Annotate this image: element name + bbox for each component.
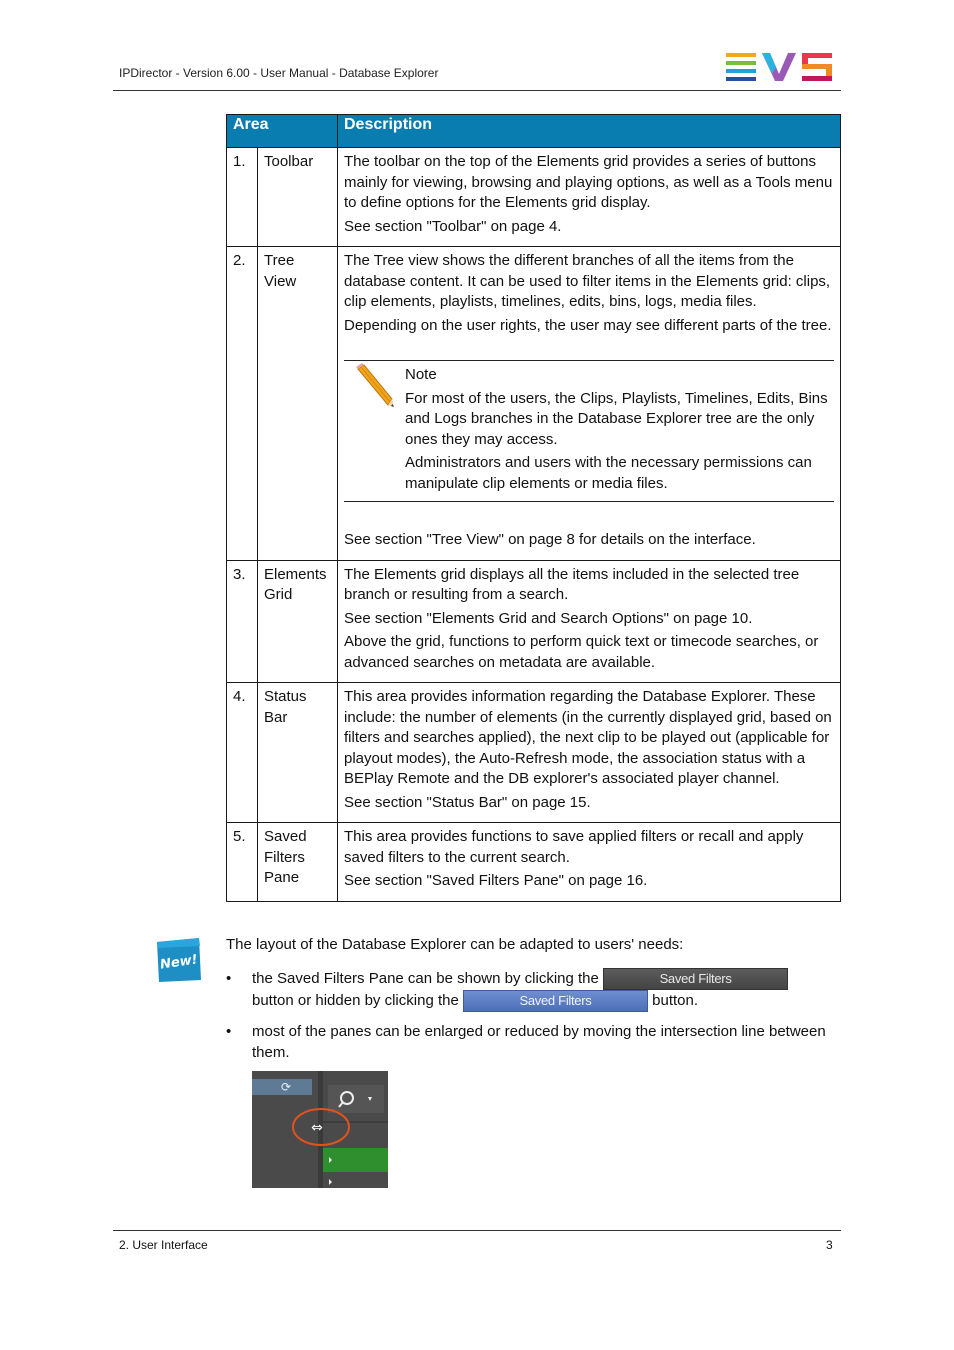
row-description xyxy=(338,247,841,561)
refresh-icon: ⟳ xyxy=(280,1080,292,1094)
row-area xyxy=(258,247,338,561)
desc-paragraph: Depending on the user rights, the user may see different parts of the tree. xyxy=(344,316,832,334)
note-title: Note xyxy=(405,366,437,383)
col-area-header: Area xyxy=(227,115,338,148)
area-line: Bar xyxy=(264,708,288,726)
table-header-row xyxy=(227,115,841,148)
row-description xyxy=(338,823,841,902)
row-number: 3. xyxy=(227,560,258,683)
cross-reference: See section "Elements Grid and Search Options" on page 10. xyxy=(344,609,753,627)
row-area xyxy=(258,683,338,823)
area-line: View xyxy=(264,272,297,290)
note-text: For most of the users, the Clips, Playlists, Timelines, Edits, Bins and Logs branches in the Database Explorer tree are the only ones they may access. xyxy=(405,389,828,448)
resize-cursor-icon: ⇔ xyxy=(311,1120,323,1136)
bullet-text: button or hidden by clicking the xyxy=(252,992,459,1010)
row-number: 5. xyxy=(227,823,258,902)
running-header: IPDirector - Version 6.00 - User Manual - Database Explorer xyxy=(119,66,439,80)
area-line: Filters xyxy=(264,848,305,866)
areas-table xyxy=(226,114,841,902)
cross-reference: See section "Saved Filters Pane" on page 16. xyxy=(344,872,648,889)
desc-paragraph: The Elements grid displays all the items included in the selected tree branch or resulting from a search. xyxy=(344,565,800,603)
table-row xyxy=(227,148,841,247)
list-item: • the Saved Filters Pane can be shown by clicking the Saved Filters button or hidden by clicking the Saved Filters button. xyxy=(252,968,842,1012)
row-description xyxy=(338,683,841,823)
bullet-text: the Saved Filters Pane can be shown by clicking the xyxy=(252,970,599,987)
cross-reference: See section "Tree View" on page 8 for details on the interface. xyxy=(344,531,756,548)
evs-logo xyxy=(726,52,834,82)
search-box xyxy=(328,1085,384,1113)
page-number: 3 xyxy=(826,1238,833,1252)
footer-rule xyxy=(113,1230,841,1231)
note-text: Administrators and users with the necessary permissions can manipulate clip elements or media files. xyxy=(405,454,812,492)
cross-reference: See section "Status Bar" on page 15. xyxy=(344,793,591,811)
layout-intro: The layout of the Database Explorer can be adapted to users' needs: xyxy=(226,936,684,953)
bullet-text: button. xyxy=(652,992,699,1010)
screenshot-graphic xyxy=(252,1071,388,1188)
desc-paragraph: This area provides information regarding the Database Explorer. These include: the number of elements (in the currently displayed grid, based on filters and searches applied), the next clip to be played out (applicable for playout modes), the Auto-Refresh mode, the association status with a BEPlay Remote and the DB explorer's associated player channel. xyxy=(344,688,832,787)
table-row xyxy=(227,823,841,902)
list-item: • most of the panes can be enlarged or reduced by moving the intersection line between them. xyxy=(226,1023,826,1061)
area-line: Saved xyxy=(264,828,307,845)
table-row xyxy=(227,560,841,683)
row-number: 4. xyxy=(227,683,258,823)
row-number: 2. xyxy=(227,247,258,561)
area-line: Pane xyxy=(264,869,300,886)
cross-reference: See section "Toolbar" on page 4. xyxy=(344,217,562,235)
note-box xyxy=(344,360,834,502)
area-line: Status xyxy=(264,688,307,705)
table-row xyxy=(227,683,841,823)
selected-row xyxy=(323,1148,388,1172)
desc-paragraph: This area provides functions to save applied filters or recall and apply saved filters to the current search. xyxy=(344,828,804,866)
area-line: Grid xyxy=(264,586,293,603)
row-number: 1. xyxy=(227,148,258,247)
desc-paragraph: The toolbar on the top of the Elements grid provides a series of buttons mainly for viewing, browsing and playing options, as well as a Tools menu to define options for the Elements grid display. xyxy=(344,153,833,211)
row-description xyxy=(338,560,841,683)
row-area: Toolbar xyxy=(258,148,338,247)
pane-resize-screenshot xyxy=(252,1071,388,1188)
area-line: Tree xyxy=(264,252,295,269)
row-description xyxy=(338,148,841,247)
new-badge-icon xyxy=(155,936,203,984)
row-area xyxy=(258,823,338,902)
bullet-text: most of the panes can be enlarged or reduced by moving the intersection line between them. xyxy=(252,1023,826,1061)
saved-filters-hide-button[interactable]: Saved Filters xyxy=(463,990,648,1012)
col-description-header: Description xyxy=(338,115,841,148)
desc-paragraph: The Tree view shows the different branches of all the items from the database content. It can be used to filter items in the Elements grid: clips, clip elements, playlists, timelines, edits, bins, logs, media files. xyxy=(344,252,831,310)
table-row xyxy=(227,247,841,561)
desc-paragraph: Above the grid, functions to perform quick text or timecode searches, or advanced searches on metadata are available. xyxy=(344,633,819,671)
pencil-icon xyxy=(350,363,396,409)
header-rule xyxy=(113,90,841,91)
saved-filters-show-button[interactable]: Saved Filters xyxy=(603,968,788,990)
row-area xyxy=(258,560,338,683)
new-badge-label: New! xyxy=(159,952,199,973)
footer-section: 2. User Interface xyxy=(119,1238,208,1252)
area-line: Elements xyxy=(264,565,327,583)
